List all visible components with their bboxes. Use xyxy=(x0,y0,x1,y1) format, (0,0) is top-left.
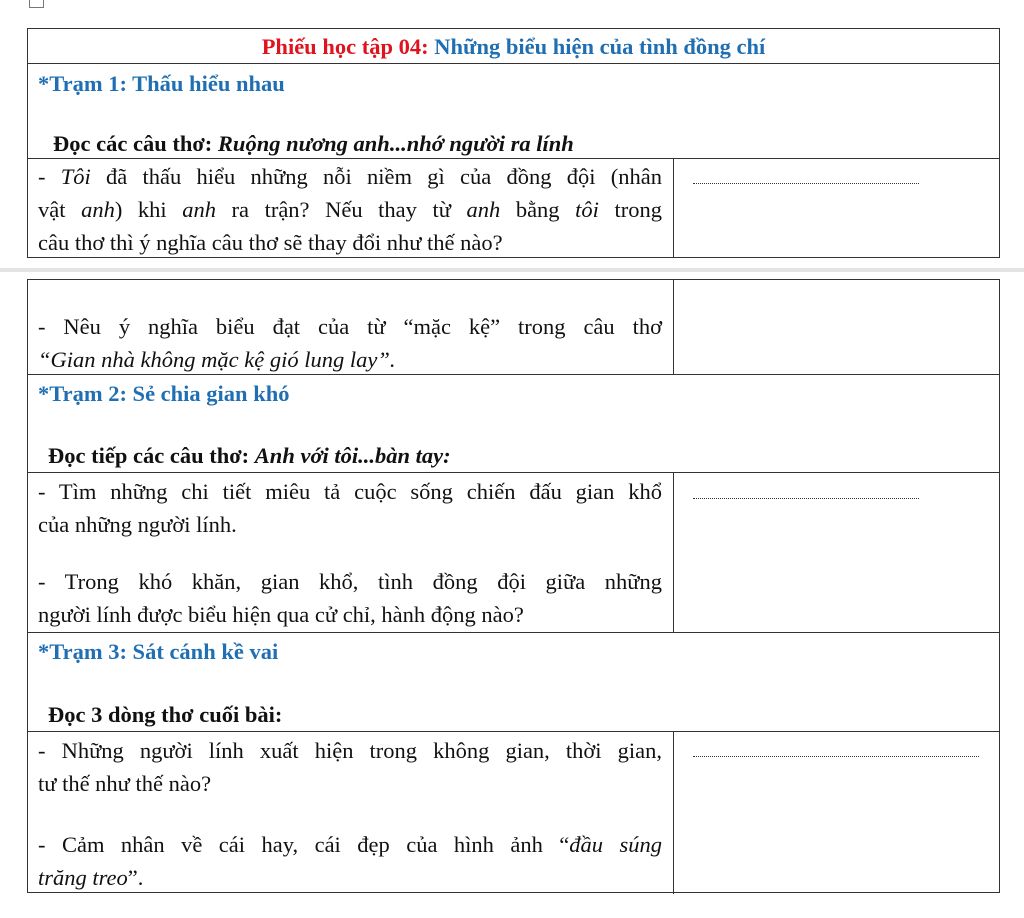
row-divider xyxy=(28,63,999,64)
page-break xyxy=(0,268,1024,272)
row-divider xyxy=(28,158,999,159)
station-3-question-1: - Những người lính xuất hiện trong không gian, thời gian, tư thế như thế nào? xyxy=(38,738,662,796)
column-divider xyxy=(673,280,674,374)
title-prefix: Phiếu học tập 04: xyxy=(261,34,429,59)
column-divider xyxy=(673,472,674,632)
station-2-read-line xyxy=(48,439,451,472)
station-1-question-2: - Nêu ý nghĩa biểu đạt của từ “mặc kệ” trong câu thơ “Gian nhà không mặc kệ gió lung lay”. xyxy=(38,314,662,372)
read-label: Đọc tiếp các câu thơ: xyxy=(48,443,255,468)
station-3-heading: *Trạm 3: Sát cánh kề vai xyxy=(38,639,279,664)
row-divider xyxy=(28,374,999,375)
station-1-question-1: - Tôi đã thấu hiểu những nỗi niềm gì của đồng đội (nhân vật anh) khi anh ra trận? Nếu thay từ anh bằng tôi trong câu thơ thì ý nghĩa câu thơ sẽ thay đổi như thế nào? xyxy=(38,164,662,255)
station-3-read-line xyxy=(48,698,282,731)
station-1-heading: *Trạm 1: Thấu hiểu nhau xyxy=(38,71,285,96)
row-divider xyxy=(28,472,999,473)
row-divider xyxy=(28,632,999,633)
column-divider xyxy=(673,158,674,258)
answer-dotted-line xyxy=(693,498,919,499)
station-1-read-line xyxy=(53,127,574,160)
read-verse: Ruộng nương anh...nhớ người ra lính xyxy=(217,131,574,156)
read-label: Đọc 3 dòng thơ cuối bài: xyxy=(48,702,283,727)
station-2-heading: *Trạm 2: Sẻ chia gian khó xyxy=(38,381,290,406)
station-2-question-1: - Tìm những chi tiết miêu tả cuộc sống chiến đấu gian khổ của những người lính. xyxy=(38,479,662,537)
answer-dotted-line xyxy=(693,183,919,184)
worksheet-table-bottom xyxy=(27,279,1000,893)
read-verse: Anh với tôi...bàn tay: xyxy=(254,443,451,468)
station-2-question-2: - Trong khó khăn, gian khổ, tình đồng đội giữa những người lính được biểu hiện qua cử chỉ, hành động nào? xyxy=(38,569,662,627)
answer-dotted-line xyxy=(693,756,979,757)
checkbox-fragment xyxy=(29,0,44,8)
station-3-question-2: - Cảm nhân về cái hay, cái đẹp của hình ảnh “đầu súng trăng treo”. xyxy=(38,832,662,890)
read-label: Đọc các câu thơ: xyxy=(53,131,218,156)
column-divider xyxy=(673,731,674,894)
worksheet-title xyxy=(28,30,999,63)
title-suffix: Những biểu hiện của tình đồng chí xyxy=(428,34,766,59)
worksheet-table-top xyxy=(27,28,1000,258)
row-divider xyxy=(28,731,999,732)
